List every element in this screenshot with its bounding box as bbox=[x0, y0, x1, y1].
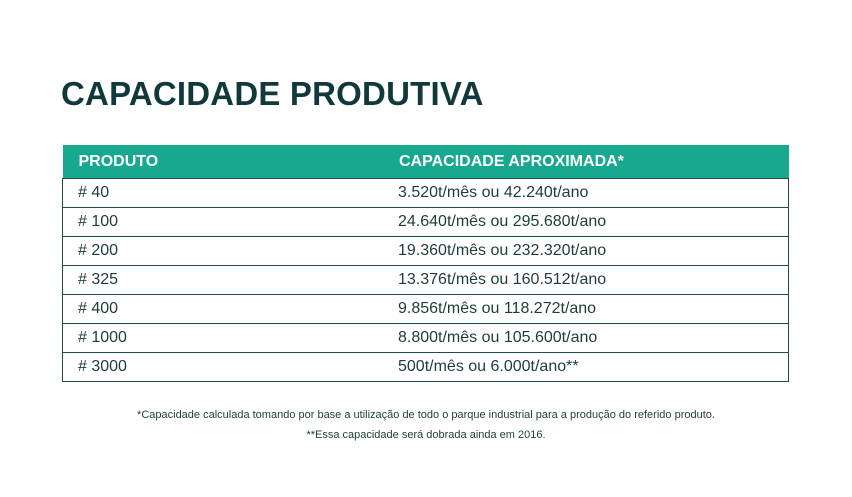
table-header-row bbox=[63, 145, 789, 179]
cell-capacidade: 9.856t/mês ou 118.272t/ano bbox=[383, 295, 789, 324]
page-title: CAPACIDADE PRODUTIVA bbox=[61, 75, 484, 112]
capacity-table bbox=[62, 145, 789, 382]
cell-capacidade: 24.640t/mês ou 295.680t/ano bbox=[383, 208, 789, 237]
table-row bbox=[63, 208, 789, 237]
cell-capacidade: 8.800t/mês ou 105.600t/ano bbox=[383, 324, 789, 353]
cell-produto: # 200 bbox=[63, 237, 384, 266]
cell-capacidade: 3.520t/mês ou 42.240t/ano bbox=[383, 179, 789, 208]
cell-produto: # 100 bbox=[63, 208, 384, 237]
table-row bbox=[63, 266, 789, 295]
cell-capacidade: 13.376t/mês ou 160.512t/ano bbox=[383, 266, 789, 295]
footnote-double: **Essa capacidade será dobrada ainda em 2016. bbox=[306, 429, 546, 441]
table-row bbox=[63, 179, 789, 208]
cell-produto: # 325 bbox=[63, 266, 384, 295]
table-row bbox=[63, 295, 789, 324]
column-header-capacidade: CAPACIDADE APROXIMADA* bbox=[383, 145, 789, 179]
table-row bbox=[63, 353, 789, 382]
cell-capacidade: 500t/mês ou 6.000t/ano** bbox=[383, 353, 789, 382]
table-row bbox=[63, 237, 789, 266]
table-row bbox=[63, 324, 789, 353]
cell-capacidade: 19.360t/mês ou 232.320t/ano bbox=[383, 237, 789, 266]
cell-produto: # 40 bbox=[63, 179, 384, 208]
cell-produto: # 1000 bbox=[63, 324, 384, 353]
footnotes bbox=[0, 405, 852, 445]
footnote-capacity: *Capacidade calculada tomando por base a utilização de todo o parque industrial para a produção do referido produto. bbox=[137, 409, 715, 421]
cell-produto: # 400 bbox=[63, 295, 384, 324]
cell-produto: # 3000 bbox=[63, 353, 384, 382]
column-header-produto: PRODUTO bbox=[63, 145, 384, 179]
